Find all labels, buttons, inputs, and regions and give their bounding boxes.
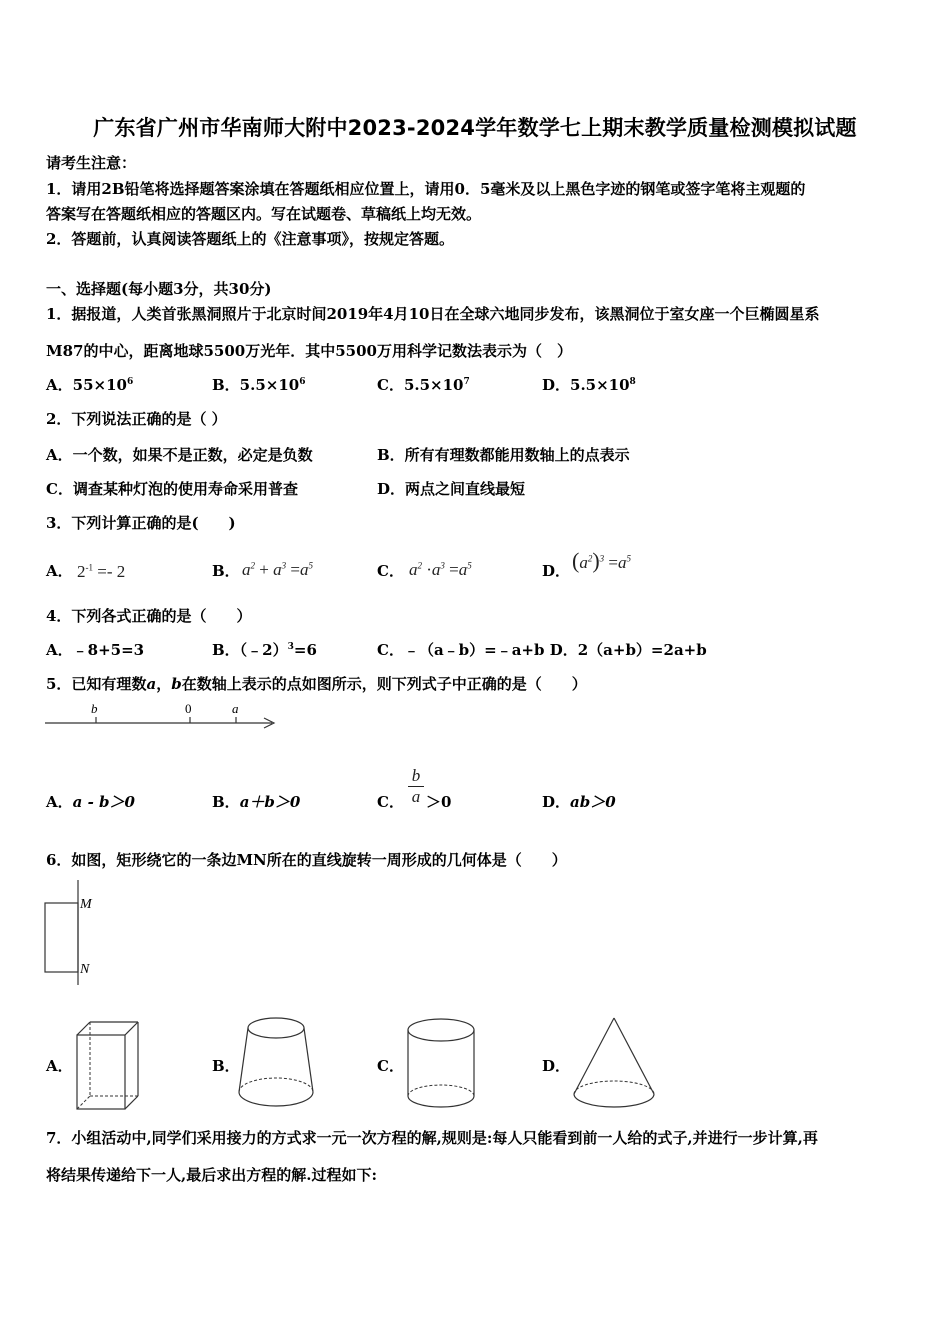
q4-option-a: A．﹣8+5=3	[46, 641, 145, 659]
notice-item-1-line-2: 答案写在答题纸相应的答题区内。写在试题卷、草稿纸上均无效。	[46, 205, 482, 223]
q2-option-b: B．所有有理数都能用数轴上的点表示	[377, 446, 630, 464]
q2-option-d: D．两点之间直线最短	[377, 480, 526, 498]
axis-label-0: 0	[185, 701, 192, 716]
number-line-figure	[44, 698, 280, 732]
q5-option-c-relation: ＞0	[426, 793, 452, 811]
q5-option-a: A．a - b＞0	[46, 793, 135, 811]
q5-option-c-label: C．	[377, 793, 404, 811]
axis-label-b: b	[91, 701, 98, 716]
q3-option-a-expr: $2^{-1} =- 2$	[77, 562, 126, 581]
q6-stem: 6．如图，矩形绕它的一条边MN所在的直线旋转一周形成的几何体是（ ）	[46, 851, 567, 869]
label-m: M	[80, 897, 92, 912]
q3-option-b-label: B．	[212, 562, 240, 580]
notice-item-1-line-1: 1．请用2B铅笔将选择题答案涂填在答题纸相应位置上，请用0．5毫米及以上黑色字迹的钢笔或签字笔将主观题的	[46, 180, 806, 198]
q1-option-d: D．$5.5\times 10^8$	[542, 376, 636, 394]
q3-option-b-expr: $a^2 + a^3 =a^5$	[242, 560, 313, 579]
q6-option-d-label: D．	[542, 1057, 571, 1075]
q1-stem-line-1: 1．据报道，人类首张黑洞照片于北京时间2019年4月10日在全球六地同步发布，该黑洞位于室女座一个巨椭圆星系	[46, 305, 820, 323]
axis-label-a: a	[232, 701, 239, 716]
q4-option-b: B．（﹣2）$^3$=6	[212, 641, 317, 659]
q3-stem: 3．下列计算正确的是( )	[46, 514, 236, 532]
q1-stem-line-2: M87的中心，距离地球5500万光年．其中5500万用科学记数法表示为（ ）	[46, 342, 572, 360]
q4-stem: 4．下列各式正确的是（ ）	[46, 607, 252, 625]
q6-option-c-label: C．	[377, 1057, 404, 1075]
q6-option-b-label: B．	[212, 1057, 240, 1075]
cylinder-figure	[406, 1018, 476, 1112]
q3-option-d-expr: $(a^2)^3 =a^5$	[572, 548, 631, 573]
q7-stem-line-1: 7．小组活动中,同学们采用接力的方式求一元一次方程的解,规则是:每人只能看到前一人给的式子,并进行一步计算,再	[46, 1129, 818, 1147]
q1-option-a: A．$55\times 10^6$	[46, 376, 134, 394]
section-heading: 一、选择题(每小题3分，共30分)	[46, 280, 272, 298]
q5-option-c-fraction: b a	[408, 766, 424, 807]
q5-option-d: D．ab＞0	[542, 793, 616, 811]
cuboid-figure	[76, 1020, 140, 1112]
notice-heading: 请考生注意：	[46, 154, 137, 172]
q3-option-d-label: D．	[542, 562, 571, 580]
q4-option-c-d: C．﹣（a﹣b）=﹣a+b D．2（a+b）=2a+b	[377, 641, 707, 659]
q5-option-b: B．a＋b＞0	[212, 793, 301, 811]
q7-stem-line-2: 将结果传递给下一人,最后求出方程的解.过程如下:	[46, 1166, 377, 1184]
cone-figure	[572, 1016, 656, 1112]
label-n: N	[80, 962, 90, 977]
q3-option-c-expr: $a^2 \cdot a^3 =a^5$	[409, 560, 472, 579]
q1-option-b: B．$5.5\times 10^6$	[212, 376, 306, 394]
q2-option-a: A．一个数，如果不是正数，必定是负数	[46, 446, 313, 464]
q6-option-a-label: A．	[46, 1057, 73, 1075]
frustum-figure	[238, 1016, 314, 1112]
q3-option-c-label: C．	[377, 562, 404, 580]
q2-stem: 2．下列说法正确的是（ ）	[46, 410, 227, 428]
notice-item-2: 2．答题前，认真阅读答题纸上的《注意事项》，按规定答题。	[46, 230, 454, 248]
rectangle-mn-figure	[44, 880, 104, 988]
q1-option-c: C．$5.5\times 10^7$	[377, 376, 470, 394]
q5-stem: 5．已知有理数a，b在数轴上表示的点如图所示，则下列式子中正确的是（ ）	[46, 675, 587, 693]
q3-option-a-label: A．	[46, 562, 73, 580]
q2-option-c: C．调查某种灯泡的使用寿命采用普查	[46, 480, 298, 498]
page-title: 广东省广州市华南师大附中2023-2024学年数学七上期末教学质量检测模拟试题	[93, 116, 857, 140]
